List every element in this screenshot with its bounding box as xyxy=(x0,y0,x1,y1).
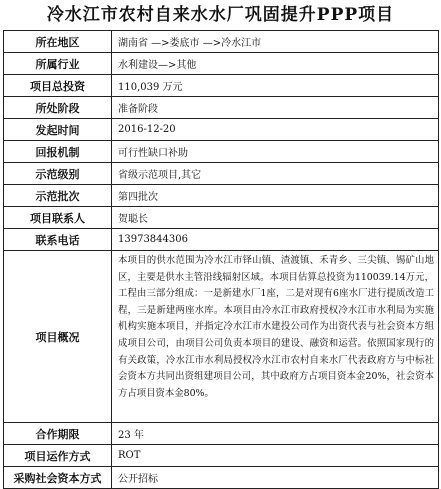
row-label: 项目运作方式 xyxy=(4,445,112,467)
table-row xyxy=(4,119,439,141)
row-label: 回报机制 xyxy=(4,141,112,163)
row-value: 湖南省 —>娄底市 —>冷水江市 xyxy=(112,31,439,53)
row-value: 贺聪长 xyxy=(112,207,439,229)
table-row xyxy=(4,31,439,53)
row-value: 23 年 xyxy=(112,423,439,445)
row-value: 13973844306 xyxy=(112,229,439,251)
row-value: 省级示范项目,其它 xyxy=(112,163,439,185)
row-label: 采购社会资本方式 xyxy=(4,467,112,489)
page-title: 冷水江市农村自来水水厂巩固提升PPP项目 xyxy=(46,5,395,25)
row-value: ROT xyxy=(112,445,439,467)
project-info-table xyxy=(3,30,439,489)
table-row xyxy=(4,207,439,229)
row-label: 合作期限 xyxy=(4,423,112,445)
row-label: 示范批次 xyxy=(4,185,112,207)
project-overview-text: 本项目的供水范围为冷水江市铎山镇、渣渡镇、禾青乡、三尖镇、锡矿山地区，主要是供水主管沿线辐射区域。本项目估算总投资为110039.14万元，工程由三部分组成：一是新建水厂1座，二是对现有6座水厂进行提质改造工程，三是新建两座水库。本项目由冷水江市政府授权冷水江市水利局为实施机构实施本项目，并指定冷水江市水建投公司作为出资代表与社会资本方组成项目公司，由项目公司负责本项目的建设、融资和运营。依照国家现行的有关政策，冷水江市水利局授权冷水江市农村自来水厂代表政府方与中标社会资本方共同出资组建项目公司，其中政府方占项目资本金20%，社会资本方占项目资本金80%。 xyxy=(112,251,439,423)
row-label: 所在地区 xyxy=(4,31,112,53)
row-label: 发起时间 xyxy=(4,119,112,141)
table-row xyxy=(4,423,439,445)
table-row xyxy=(4,251,439,423)
row-value: 水利建设—>其他 xyxy=(112,53,439,75)
table-row xyxy=(4,53,439,75)
row-label: 所属行业 xyxy=(4,53,112,75)
row-value: 第四批次 xyxy=(112,185,439,207)
row-label: 项目总投资 xyxy=(4,75,112,97)
row-label: 所处阶段 xyxy=(4,97,112,119)
table-row xyxy=(4,229,439,251)
table-row xyxy=(4,141,439,163)
row-label: 示范级别 xyxy=(4,163,112,185)
table-row xyxy=(4,97,439,119)
row-value: 110,039 万元 xyxy=(112,75,439,97)
row-label: 联系电话 xyxy=(4,229,112,251)
table-row xyxy=(4,163,439,185)
row-value: 2016-12-20 xyxy=(112,119,439,141)
row-label: 项目联系人 xyxy=(4,207,112,229)
row-value: 公开招标 xyxy=(112,467,439,489)
table-row xyxy=(4,75,439,97)
row-value: 准备阶段 xyxy=(112,97,439,119)
table-row xyxy=(4,445,439,467)
table-row xyxy=(4,185,439,207)
row-label: 项目概况 xyxy=(4,251,112,423)
row-value: 可行性缺口补助 xyxy=(112,141,439,163)
